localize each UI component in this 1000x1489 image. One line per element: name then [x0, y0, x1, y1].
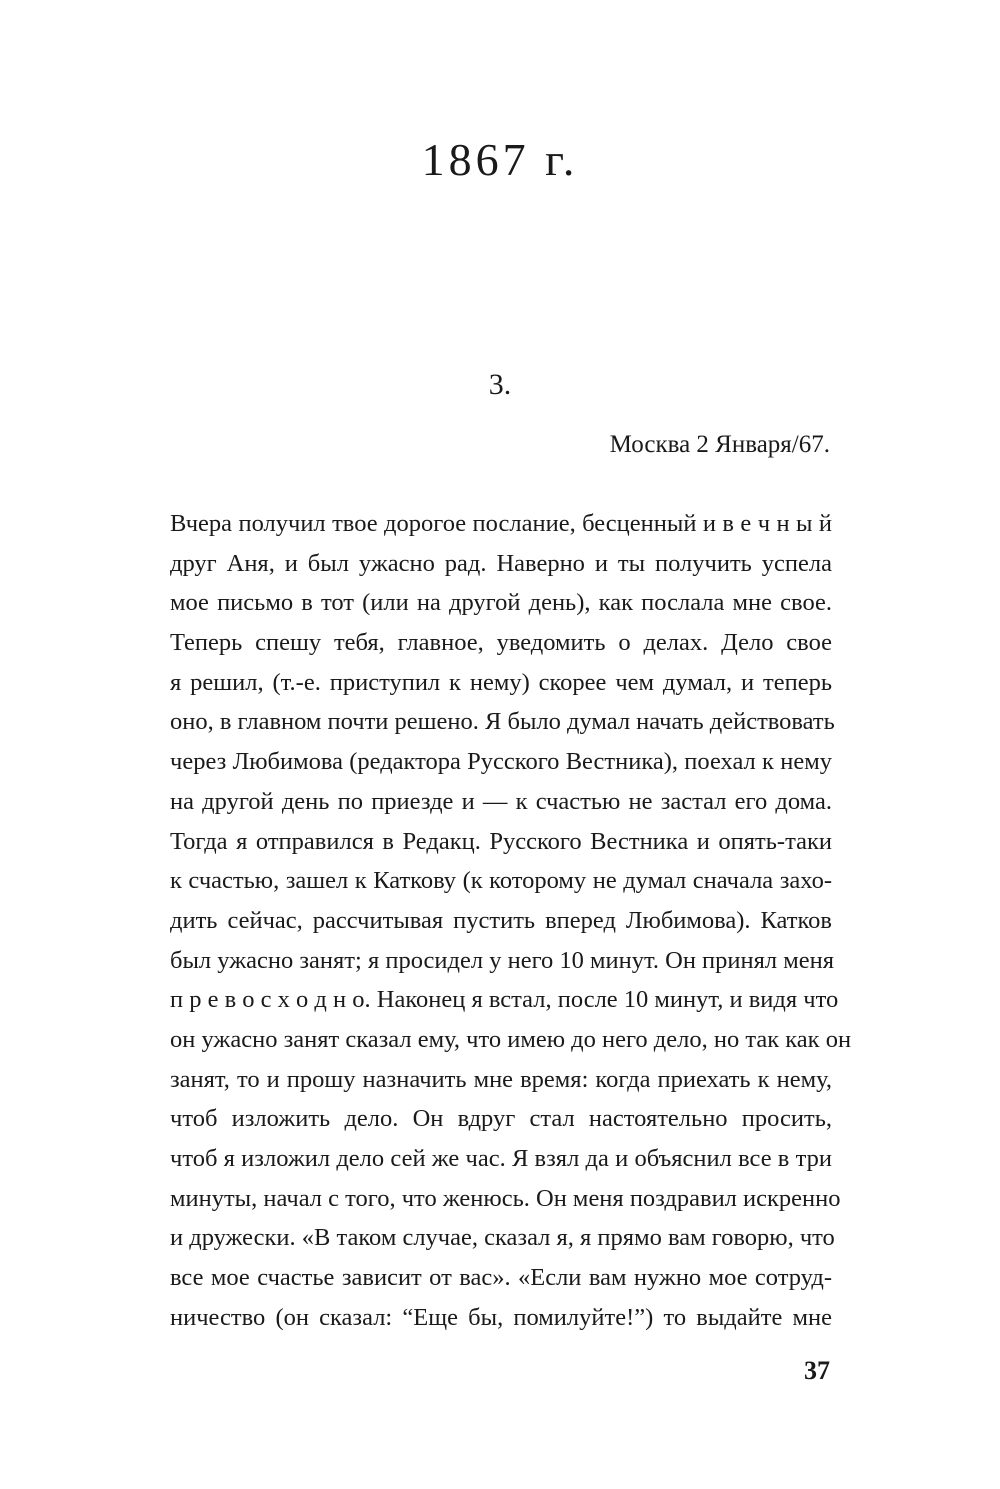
body-line: занят, то и прошу назначить мне время: когда приехать к нему,	[170, 1065, 832, 1093]
body-line: к счастью, зашел к Каткову (к которому не думал сначала захо-	[170, 867, 832, 895]
body-line: п р е в о с х о д н о. Наконец я встал, после 10 минут, и видя что	[170, 986, 839, 1014]
body-line: Вчера получил твое дорогое послание, бесценный и в е ч н ы й	[170, 510, 832, 537]
body-line: Тогда я отправился в Редакц. Русского Вестника и опять-таки	[170, 827, 832, 855]
body-line: мое письмо в тот (или на другой день), как послала мне свое.	[170, 589, 832, 617]
body-line: через Любимова (редактора Русского Вестника), поехал к нему	[170, 748, 832, 776]
body-line: чтоб я изложил дело сей же час. Я взял да и объяснил все в три	[170, 1145, 832, 1172]
body-line: чтоб изложить дело. Он вдруг стал настоятельно просить,	[170, 1105, 832, 1133]
letter-dateline: Москва 2 Января/67.	[609, 431, 830, 458]
letter-number: 3.	[488, 368, 512, 401]
year-heading: 1867 г.	[421, 134, 579, 185]
body-line: на другой день по приезде и — к счастью не застал его дома.	[170, 787, 832, 815]
body-line: он ужасно занят сказал ему, что имею до него дело, но так как он	[170, 1025, 852, 1053]
body-line: был ужасно занят; я просидел у него 10 минут. Он принял меня	[170, 946, 835, 974]
body-line: и дружески. «В таком случае, сказал я, я прямо вам говорю, что	[170, 1224, 835, 1252]
letter-body	[170, 504, 852, 1337]
body-line: я решил, (т.-е. приступил к нему) скорее чем думал, и теперь	[170, 668, 832, 696]
page-number: 37	[804, 1356, 830, 1385]
body-line: ничество (он сказал: “Еще бы, помилуйте!”) то выдайте мне	[170, 1303, 832, 1331]
body-line: все мое счастье зависит от вас». «Если вам нужно мое сотруд-	[170, 1264, 832, 1292]
body-line: оно, в главном почти решено. Я было думал начать действовать	[170, 708, 835, 736]
body-line: друг Аня, и был ужасно рад. Наверно и ты получить успела	[170, 549, 832, 577]
body-line: минуты, начал с того, что женюсь. Он меня поздравил искренно	[170, 1184, 841, 1212]
body-line: дить сейчас, рассчитывая пустить вперед Любимова). Катков	[170, 906, 832, 934]
body-line: Теперь спешу тебя, главное, уведомить о делах. Дело свое	[170, 629, 832, 657]
